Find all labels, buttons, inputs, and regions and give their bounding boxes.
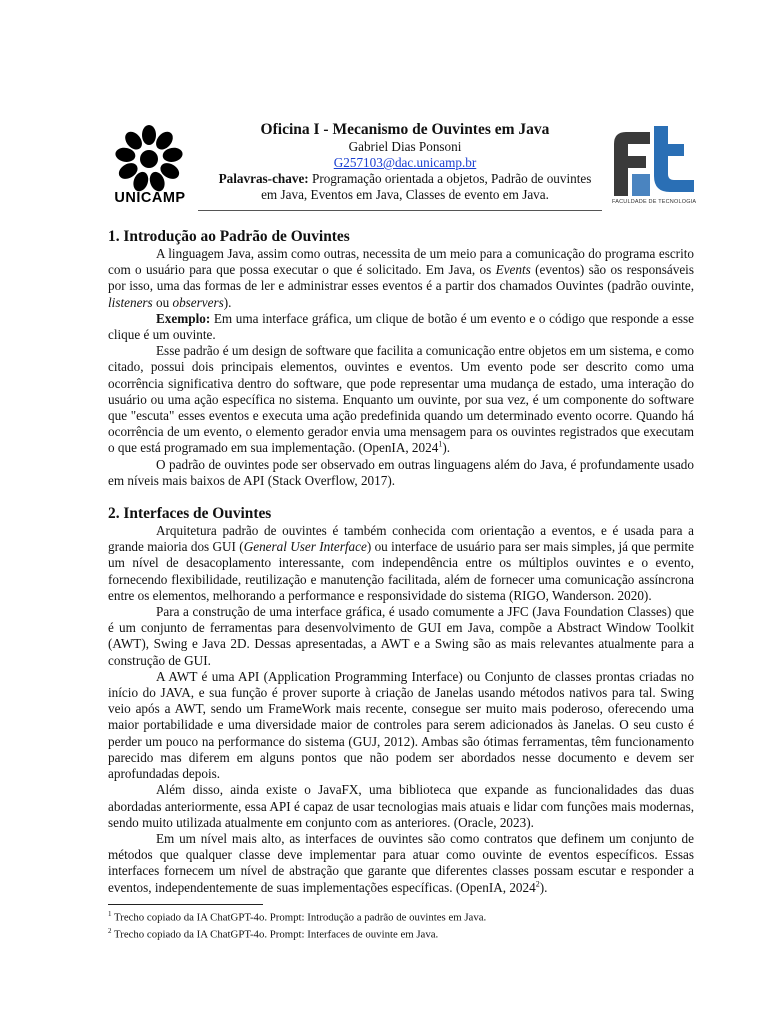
document-body	[108, 228, 694, 896]
keywords-line1: Programação orientada a objetos, Padrão de ouvintes	[308, 171, 592, 186]
ft-logo-caption: FACULDADE DE TECNOLOGIA	[612, 199, 697, 205]
author-email-link[interactable]: G257103@dac.unicamp.br	[333, 155, 477, 170]
keywords	[196, 171, 614, 187]
footnote-2: $^2$ Trecho copiado da IA ChatGPT-4o. Prompt: Interfaces de ouvinte em Java.	[108, 926, 439, 941]
section2-paragraph3: A AWT é uma API (Application Programming Interface) ou Conjunto de classes prontas criadas no início do JAVA, e sua função é prover suporte à criação de Janelas usando métodos nativos para tal. Swing veio após a AWT, sendo um FrameWork mais recente, consegue ser muito mais poderoso, oferecendo uma maior portabilidade e uma diversidade maior de controles para serem adicionados às Janelas. O seu custo é perder um pouco na performance do sistema (GUJ, 2012). Ambas são ótimas ferramentas, têm funcionamento parecido mas diferem em alguns pontos que não podem ser abordados nesse documento e devem ser aprofundadas depois.	[108, 668, 694, 782]
section2-paragraph2: Para a construção de uma interface gráfica, é usado comumente a JFC (Java Foundation Classes) que é um conjunto de ferramentas para desenvolvimento de GUI em Java, compõe a Abstract Window Toolkit (AWT), Swing e Java 2D. Dessas apresentadas, a AWT e a Swing são as mais relevantes atualmente para a construção de GUI.	[108, 604, 694, 668]
header-divider	[198, 210, 602, 211]
section2-paragraph1: Arquitetura padrão de ouvintes é também conhecida com orientação a eventos, e é usada para a grande maioria dos GUI (General User Interface) ou interface de usuário para ser mais simples, já que permite um nível de desacoplamento interessante, com independência entre os múltiplos ouvintes e o evento, fornecendo flexibilidade, reutilização e manutenção facilitada, além de fornecer uma comunicação assíncrona entre os elementos, melhorando a performance e responsividade do sistema (RIGO, Wanderson. 2020).	[108, 523, 695, 603]
keywords-line2: em Java, Eventos em Java, Classes de evento em Java.	[261, 187, 549, 202]
footnotes	[108, 908, 694, 941]
section2-paragraph5: Em um nível mais alto, as interfaces de ouvintes são como contratos que definem um conjunto de métodos que qualquer classe deve implementar para atuar como ouvinte de eventos específicos. Essas interfaces fornecem um nível de abstração que garante que diferentes classes possam escutar e responder a eventos, independentemente de suas implementações específicas. (OpenIA, 2024$^2$).	[108, 830, 694, 895]
footnote-ref-1[interactable]: 1	[438, 440, 443, 450]
section2-paragraph4: Além disso, ainda existe o JavaFX, uma biblioteca que expande as funcionalidades das duas abordadas anteriormente, essa API é capaz de usar tecnologias mais atuais e lidar com funções mais modernas, sendo muito utilizada atualmente em conjunto com as anteriores. (Oracle, 2023).	[108, 782, 694, 830]
section2-heading: 2. Interfaces de Ouvintes	[108, 505, 272, 523]
keywords-label: Palavras-chave:	[218, 171, 309, 186]
ft-emblem-icon	[610, 122, 698, 198]
section1-heading: 1. Introdução ao Padrão de Ouvintes	[108, 228, 350, 245]
unicamp-emblem-icon	[106, 124, 192, 194]
unicamp-logo-text: UNICAMP	[114, 190, 186, 206]
section1-paragraph3: Esse padrão é um design de software que facilita a comunicação entre objetos em um sistema, e como citado, possui dois principais elementos, ouvintes e eventos. Um evento pode ser descrito como uma ocorrência significativa dentro do software, que pode representar uma mudança de estado, uma interação do usuário ou uma ação específica no sistema. Enquanto um ouvinte, por sua vez, é um componente do software que "escuta" esses eventos e executa uma ação predefinida quando um determinado evento ocorre. Quando há ocorrência de um evento, o elemento gerador envia uma mensagem para os ouvintes registrados que executam o que está programado em sua implementação. (OpenIA, 2024$^1$).	[108, 343, 694, 456]
author-name: Gabriel Dias Ponsoni	[348, 139, 462, 154]
section1-example: Exemplo: Em uma interface gráfica, um clique de botão é um evento e o código que responde a esse clique é um ouvinte.	[108, 310, 694, 343]
footnote-divider	[108, 904, 263, 905]
document-title: Oficina I - Mecanismo de Ouvintes em Java	[260, 121, 550, 138]
footnote-ref-2[interactable]: 2	[535, 879, 540, 889]
section1-paragraph1: A linguagem Java, assim como outras, necessita de um meio para a comunicação do programa escrito com o usuário para que possa executar o que é solicitado. Em Java, os Events (eventos) são os responsáveis por isso, uma das formas de ler e administrar esses eventos é a partir dos chamados Ouvintes (padrão ouvinte, listeners ou observers).	[108, 246, 694, 310]
footnote-1: $^1$ Trecho copiado da IA ChatGPT-4o. Prompt: Introdução a padrão de ouvintes em Java.	[108, 910, 487, 924]
document-header	[196, 121, 614, 203]
section1-paragraph4: O padrão de ouvintes pode ser observado em outras linguagens além do Java, é profundamente usado em níveis mais baixos de API (Stack Overflow, 2017).	[108, 456, 694, 488]
